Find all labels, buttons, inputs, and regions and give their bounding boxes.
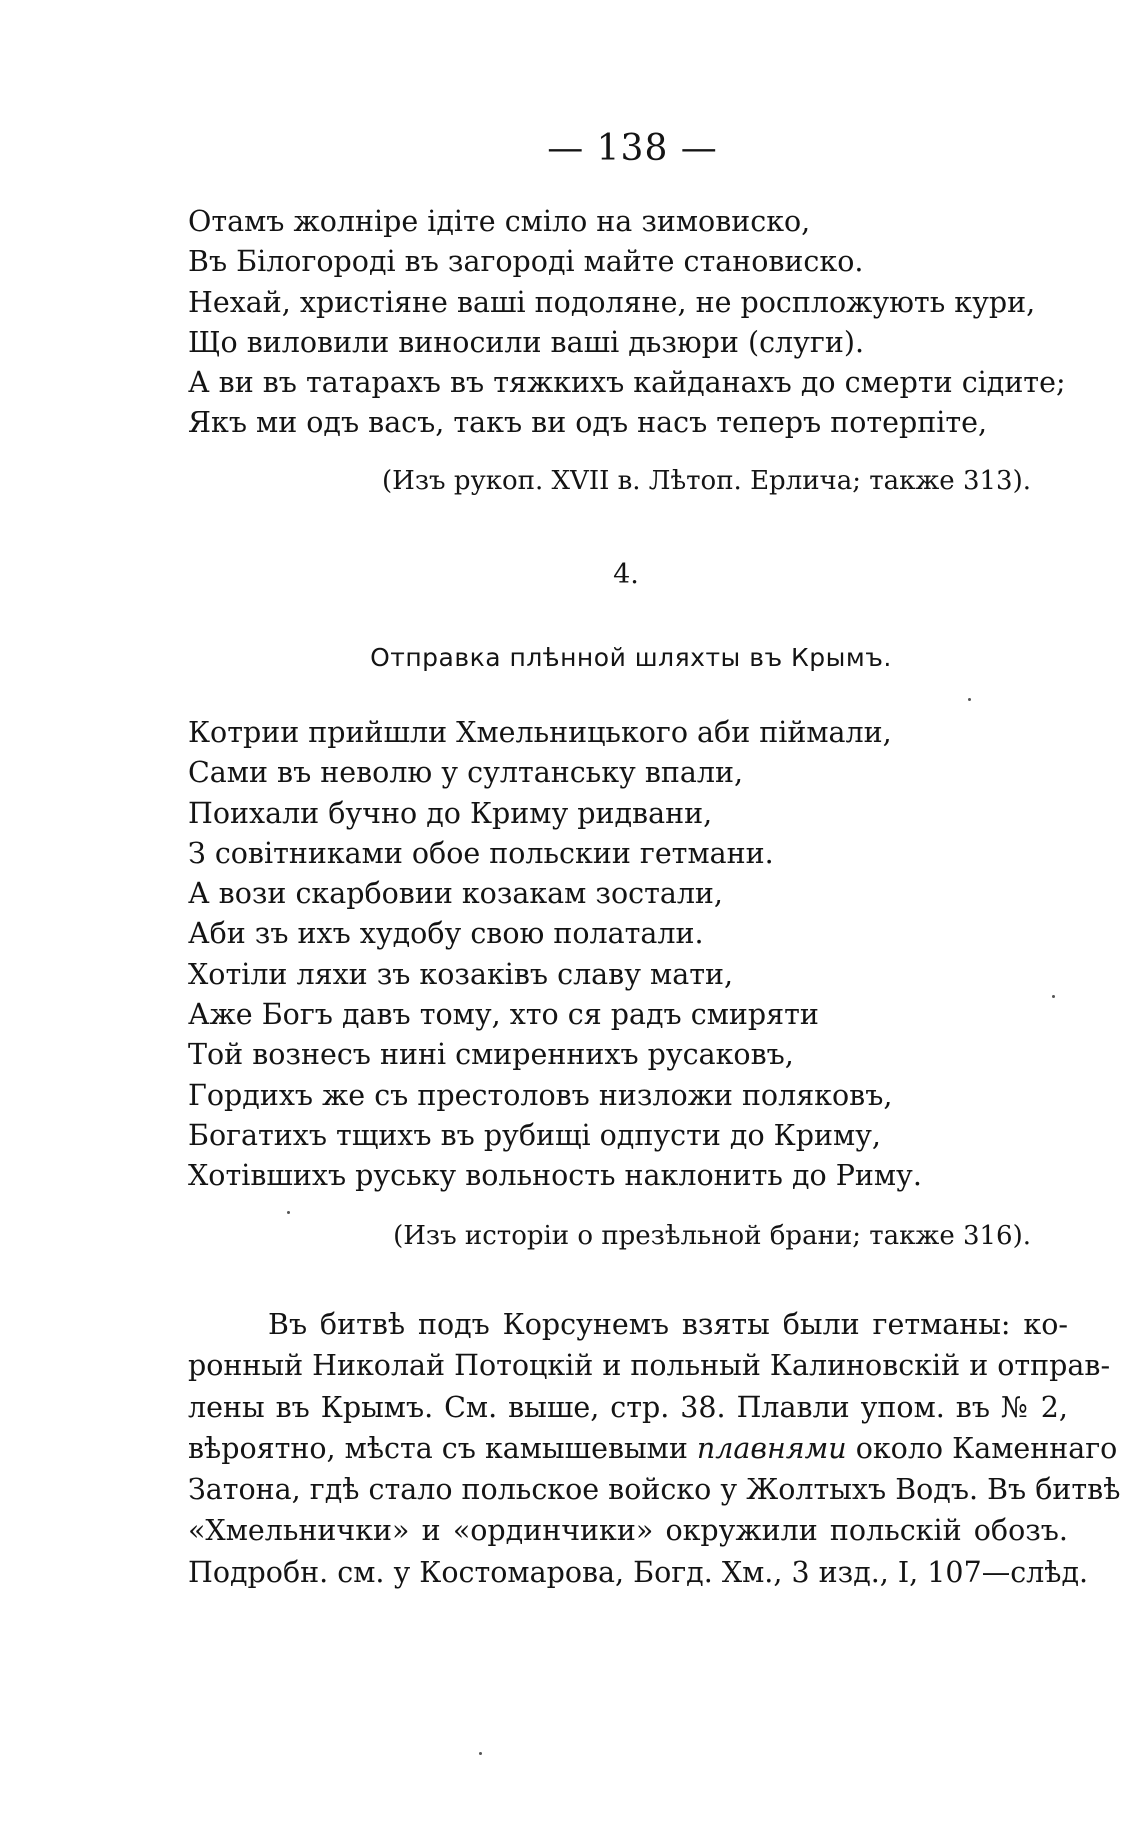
commentary-italic-term: плавнями (696, 1431, 847, 1465)
commentary-line: Подробн. см. у Костомарова, Богд. Хм., 3 изд., I, 107—слѣд. (188, 1555, 1089, 1589)
verse-line: Хотівшихъ руську вольность наклонить до Риму. (188, 1159, 922, 1193)
commentary-line: ронный Николай Потоцкій и польный Калиновскій и отправ- (188, 1349, 1111, 1383)
section-number: 4. (613, 559, 639, 590)
commentary-text: вѣроятно, мѣста съ камышевыми (188, 1431, 688, 1465)
commentary-line: лены въ Крымъ. См. выше, стр. 38. Плавли упом. въ № 2, (188, 1390, 1068, 1424)
verse-line: Въ Білогороді въ загороді майте становиско. (188, 245, 864, 279)
scan-speck (287, 1211, 290, 1214)
scan-speck (479, 1752, 482, 1755)
section-title: Отправка плѣнной шляхты въ Крымъ. (370, 643, 892, 672)
verse-line: Отамъ жолніре ідіте сміло на зимовиско, (188, 205, 811, 238)
commentary-line (188, 1428, 1118, 1469)
page-number: — 138 — (547, 128, 718, 169)
source-citation-2: (Изъ исторіи о презѣльной брани; также 316). (393, 1221, 1031, 1251)
commentary-paragraph (188, 1304, 1121, 1593)
commentary-text: около Каменнаго (855, 1431, 1118, 1465)
scan-speck (968, 698, 971, 701)
verse-line: А ви въ татарахъ въ тяжкихъ кайданахъ до смерти сідите; (188, 366, 1066, 400)
verse-line: Нехай, христіяне ваші подоляне, не роспложують кури, (188, 285, 1036, 319)
verse-line: Що виловили виносили ваші дьзюри (слуги). (188, 325, 865, 359)
verse-line: Аби зъ ихъ худобу свою полатали. (188, 917, 704, 951)
verse-block-1 (188, 202, 1066, 444)
verse-line: Аже Богъ давъ тому, хто ся радъ смиряти (188, 998, 819, 1032)
verse-line: Богатихъ тщихъ въ рубищі одпусти до Криму, (188, 1118, 881, 1152)
commentary-line: Въ битвѣ подъ Корсунемъ взяты были гетманы: ко- (268, 1308, 1068, 1341)
source-citation-1: (Изъ рукоп. XVII в. Лѣтоп. Ерлича; также 313). (382, 466, 1031, 496)
verse-line: Хотіли ляхи зъ козаківъ славу мати, (188, 957, 734, 991)
verse-line: Якъ ми одъ васъ, такъ ви одъ насъ теперъ потерпіте, (188, 406, 988, 440)
commentary-line: «Хмельнички» и «ординчики» окружили польскій обозъ. (188, 1514, 1068, 1548)
verse-line: Котрии прийшли Хмельницького аби піймали, (188, 716, 892, 749)
verse-line: Поихали бучно до Криму ридвани, (188, 796, 713, 830)
verse-block-2 (188, 713, 922, 1197)
verse-line: А вози скарбовии козакам зостали, (188, 877, 723, 911)
commentary-line: Затона, гдѣ стало польское войско у Жолтыхъ Водъ. Въ битвѣ (188, 1473, 1121, 1507)
verse-line: Гордихъ же съ престоловъ низложи поляковъ, (188, 1078, 893, 1112)
scan-speck (1052, 995, 1055, 998)
verse-line: Сами въ неволю у султанську впали, (188, 756, 744, 790)
verse-line: Той вознесъ нині смиреннихъ русаковъ, (188, 1038, 794, 1072)
verse-line: З совітниками обое польскии гетмани. (188, 836, 774, 870)
